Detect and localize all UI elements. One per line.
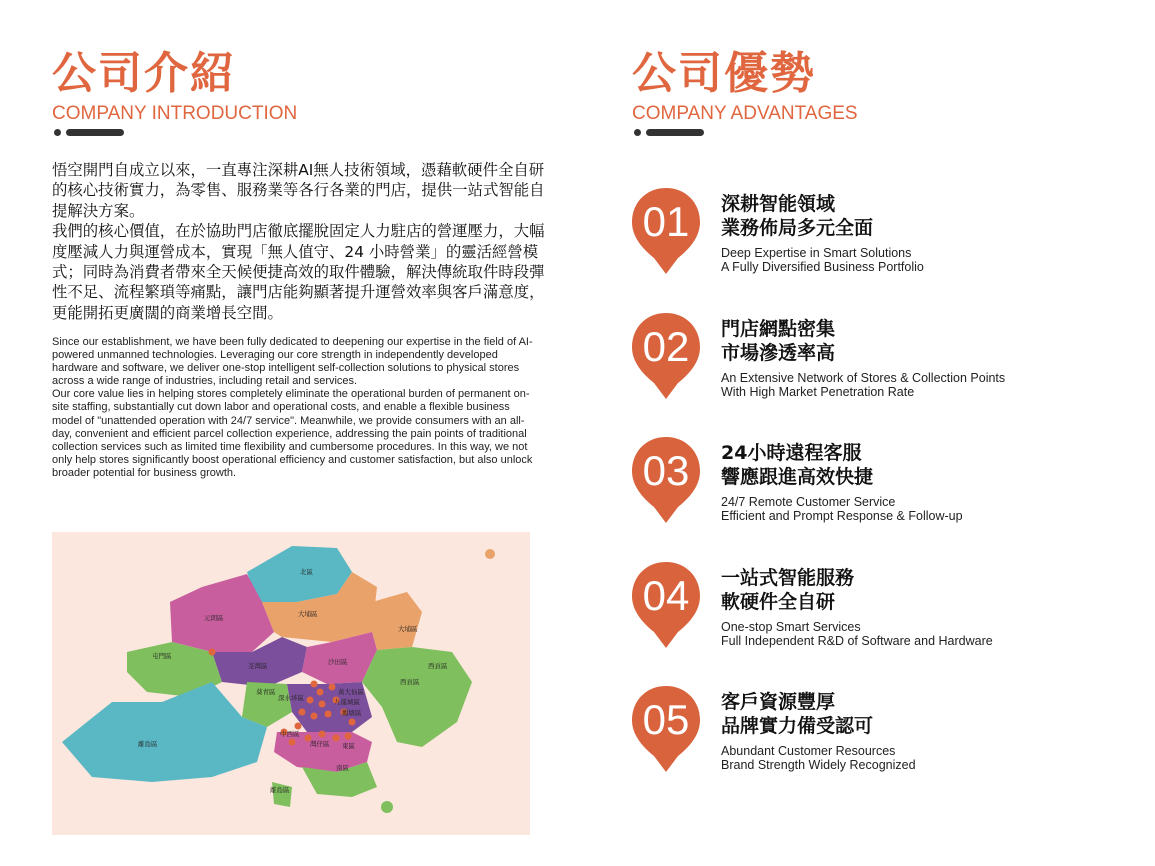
advantage-subheading: 市場滲透率高	[721, 342, 836, 364]
district-label: 深水埗區	[278, 694, 304, 702]
advantage-subheading: 業務佈局多元全面	[721, 217, 874, 239]
district-label: 沙田區	[328, 658, 348, 666]
advantage-en-line1: Deep Expertise in Smart Solutions	[721, 246, 912, 260]
hong-kong-district-map	[52, 532, 530, 835]
location-pin-icon: 01	[630, 186, 706, 276]
advantage-en-line2: With High Market Penetration Rate	[721, 385, 915, 399]
location-pin-icon: 04	[630, 560, 706, 650]
advantage-en-line2: Brand Strength Widely Recognized	[721, 758, 916, 772]
intro-title-en: COMPANY INTRODUCTION	[52, 103, 298, 124]
district-label: 觀塘區	[342, 709, 362, 717]
district-label: 中西區	[280, 730, 300, 738]
location-pin-icon: 05	[630, 684, 706, 774]
map-region-islands	[62, 682, 267, 782]
advantage-en-line2: Efficient and Prompt Response & Follow-up	[721, 509, 963, 523]
advantage-item-04	[630, 560, 1130, 660]
district-label: 西貢區	[428, 662, 448, 670]
district-label: 屯門區	[152, 652, 172, 660]
district-label: 東區	[342, 742, 355, 750]
advantage-item-03	[630, 435, 1130, 535]
district-label: 大埔區	[398, 625, 418, 633]
advantage-item-05	[630, 684, 1130, 784]
advantage-en-line1: One-stop Smart Services	[721, 620, 861, 634]
advantage-en-line1: An Extensive Network of Stores & Collection Points	[721, 371, 1006, 385]
district-label: 灣仔區	[310, 740, 330, 748]
advantage-heading: 門店網點密集	[721, 318, 836, 340]
advantage-heading: 24小時遠程客服	[721, 442, 862, 464]
advantages-title-zh: 公司優勢	[632, 48, 816, 99]
district-label: 南區	[336, 764, 349, 772]
advantage-subheading: 響應跟進高效快捷	[721, 466, 874, 488]
advantages-title-en: COMPANY ADVANTAGES	[632, 103, 858, 124]
advantage-en-line1: Abundant Customer Resources	[721, 744, 896, 758]
district-label: 九龍城區	[334, 698, 360, 706]
intro-body-zh: 悟空開門自成立以來，一直專注深耕AI無人技術領域，憑藉軟硬件全自研的核心技術實力，為零售、服務業等各行各業的門店，提供一站式智能自提解決方案。 我們的核心價值，在於協助門店徹底擺脫固定人力駐店的營運壓力，大幅度壓減人力與運營成本，實現「無人值守、24 小時營業」的靈活經營模式；同時為消費者帶來全天候便捷高效的取件體驗，解決傳統取件時段彈性不足、流程繁瑣等痛點，讓門店能夠顯著提升運營效率與客戶滿意度，更能開拓更廣闊的商業增長空間。	[52, 161, 545, 322]
map-region-sai-kung	[362, 647, 472, 747]
advantage-heading: 一站式智能服務	[721, 567, 855, 589]
location-pin-icon: 02	[630, 311, 706, 401]
district-label: 北區	[300, 568, 313, 576]
district-label: 黃大仙區	[338, 688, 364, 696]
advantage-heading: 深耕智能領域	[721, 193, 836, 215]
advantage-item-02	[630, 311, 1130, 411]
intro-body-en: Since our establishment, we have been fully dedicated to deepening our expertise in the field of AI-powered unmanned technologies. Leveraging our core strength in independently developed hardware and software, we deliver one-stop intelligent self-collection solutions to physical stores across a wide range of industries, including retail and services. Our core value lies in helping stores completely eliminate the operational burden of permanent on-site staffing, substantially cut down labor and operational costs, and enable a flexible business model of "unattended operation with 24/7 service". Meanwhile, we provide consumers with an all-day, convenient and efficient parcel collection experience, addressing the pain points of traditional collection services such as limited time flexibility and cumbersome procedures. In this way, we not only help stores significantly boost operational efficiency and customer satisfaction, but also unlock broader potential for business growth.	[52, 336, 533, 479]
location-pin-icon: 03	[630, 435, 706, 525]
advantage-en-line1: 24/7 Remote Customer Service	[721, 495, 896, 509]
advantage-subheading: 品牌實力備受認可	[721, 715, 874, 737]
advantage-subheading: 軟硬件全自研	[721, 591, 836, 613]
map-region-tai-po-east	[372, 592, 422, 650]
advantage-item-01	[630, 186, 1130, 286]
intro-title-zh: 公司介紹	[52, 48, 236, 99]
advantage-en-line2: Full Independent R&D of Software and Hardware	[721, 634, 993, 648]
district-label: 元朗區	[204, 614, 224, 622]
advantage-en-line2: A Fully Diversified Business Portfolio	[721, 260, 924, 274]
district-label: 大埔區	[298, 610, 318, 618]
district-label: 西貢區	[400, 678, 420, 686]
advantage-heading: 客戶資源豐厚	[721, 691, 836, 713]
district-label: 離島區	[270, 786, 290, 794]
district-label: 荃灣區	[248, 662, 268, 670]
district-label: 離島區	[138, 740, 158, 748]
district-label: 葵青區	[256, 688, 276, 696]
